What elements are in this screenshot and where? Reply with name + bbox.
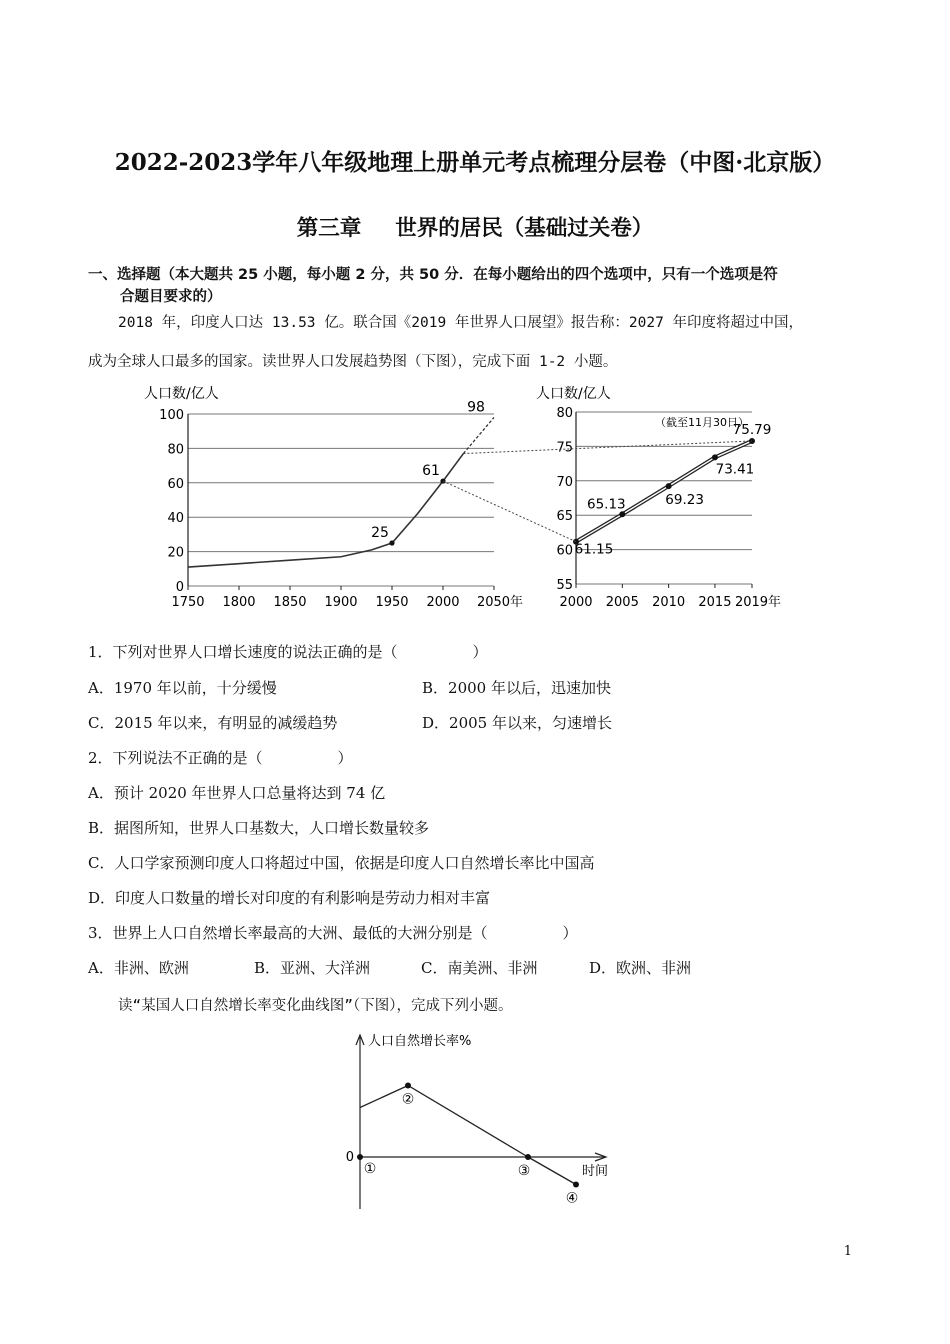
question-3-option-d: D．欧洲、非洲 [589,959,692,977]
y-tick-label: 70 [556,474,573,490]
document-title: 2022-2023学年八年级地理上册单元考点梳理分层卷（中图·北京版） [114,149,836,176]
data-point [666,483,672,489]
x-tick-label: 1950 [375,595,409,610]
y-tick-label: 80 [167,442,184,458]
chart-world-population-1750-2050 [144,385,523,610]
data-point [357,1154,363,1160]
intro-line2: 成为全球人口最多的国家。读世界人口发展趋势图（下图），完成下面 1-2 小题。 [88,354,618,370]
question-3-stem: 3．世界上人口自然增长率最高的大洲、最低的大洲分别是（ ） [88,924,578,942]
point-label: ① [363,1161,377,1177]
data-point [389,540,394,545]
intro-line1: 2018 年，印度人口达 13.53 亿。联合国《2019 年世界人口展望》报告称：2027 年印度将超过中国， [118,315,804,331]
y-tick-label: 60 [167,476,184,492]
chapter-title [0,211,950,242]
x-tick-label: 2000 [559,595,593,610]
y-axis-label: 人口自然增长率% [368,1034,472,1049]
data-label: 69.23 [665,492,704,509]
chapter-subtitle: 世界的居民（基础过关卷） [395,216,654,241]
y-tick-label: 75 [556,440,573,456]
growth-rate-line [360,1086,528,1158]
intro-2: 读“某国人口自然增长率变化曲线图”（下图），完成下列小题。 [118,998,513,1014]
x-tick-label: 1850 [273,595,307,610]
data-point [573,1182,579,1188]
y-tick-label: 40 [167,511,184,527]
origin-label: 0 [345,1150,354,1165]
question-1-option-b: B．2000 年以后，迅速加快 [422,679,611,697]
section-heading [88,264,868,308]
y-tick-label: 20 [167,545,184,561]
x-tick-label: 2000 [426,595,460,610]
point-label: ② [401,1091,415,1108]
growth-rate-figure [330,1025,620,1215]
question-1-option-c: C．2015 年以来，有明显的减缓趋势 [88,714,338,732]
question-2-option-c: C．人口学家预测印度人口将超过中国，依据是印度人口自然增长率比中国高 [88,854,595,872]
x-tick-label: 2019年 [734,595,782,610]
data-label: 75.79 [732,421,772,438]
question-3-option-c: C．南美洲、非洲 [421,959,538,977]
section-heading-line2: 合题目要求的） [120,289,222,305]
y-tick-label: 60 [556,543,573,559]
chart-connectors [443,441,752,542]
y-axis-label: 人口数/亿人 [536,386,611,402]
point-label: ④ [565,1190,579,1207]
x-tick-label: 1900 [324,595,358,610]
chart-world-population-2000-2019 [536,385,781,610]
data-label: 98 [467,399,485,416]
x-axis-label: 时间 [582,1164,609,1179]
chart-natural-growth-rate [346,1034,608,1209]
page-number: 1 [843,1244,852,1259]
chart-note: （截至11月30日） [655,416,749,429]
chapter-number: 第三章 [296,216,362,241]
point-label: ③ [517,1163,531,1179]
x-tick-label: 2005 [605,595,639,610]
x-tick-label: 2015 [698,595,732,610]
section-heading-line1: 一、选择题（本大题共 25 小题，每小题 2 分，共 50 分．在每小题给出的四个选项中，只有一个选项是符 [88,267,778,283]
data-label: 61 [422,463,440,480]
data-point [712,454,718,460]
data-point [525,1154,531,1160]
x-tick-label: 1800 [222,595,256,610]
x-tick-label: 2010 [652,595,686,610]
growth-rate-line-tail [528,1157,576,1185]
y-tick-label: 55 [556,578,573,593]
question-1-option-a: A．1970 年以前，十分缓慢 [88,679,277,697]
data-label: 65.13 [586,496,626,513]
question-2-option-a: A．预计 2020 年世界人口总量将达到 74 亿 [88,784,386,802]
data-point [405,1083,411,1089]
question-2-option-b: B．据图所知，世界人口基数大，人口增长数量较多 [88,819,430,837]
data-label: 73.41 [715,461,755,478]
connector-2019 [463,441,752,454]
y-tick-label: 65 [556,509,573,525]
population-line-inner [576,441,752,542]
y-tick-label: 100 [159,408,184,423]
question-3-option-b: B．亚洲、大洋洲 [254,959,371,977]
x-tick-label: 2050年 [476,595,524,610]
question-1-stem: 1．下列对世界人口增长速度的说法正确的是（ ） [88,643,488,661]
data-label: 61.15 [574,541,614,558]
population-trend-figure [140,380,800,612]
question-2-option-d: D．印度人口数量的增长对印度的有利影响是劳动力相对丰富 [88,889,491,907]
x-tick-label: 1750 [171,595,205,610]
question-1-option-d: D．2005 年以来，匀速增长 [422,714,612,732]
data-label: 25 [371,525,389,541]
question-2-stem: 2．下列说法不正确的是（ ） [88,749,353,767]
question-3-option-a: A．非洲、欧洲 [88,959,189,977]
y-tick-label: 0 [175,580,184,595]
y-axis-label: 人口数/亿人 [144,386,219,402]
y-tick-label: 80 [556,406,573,421]
